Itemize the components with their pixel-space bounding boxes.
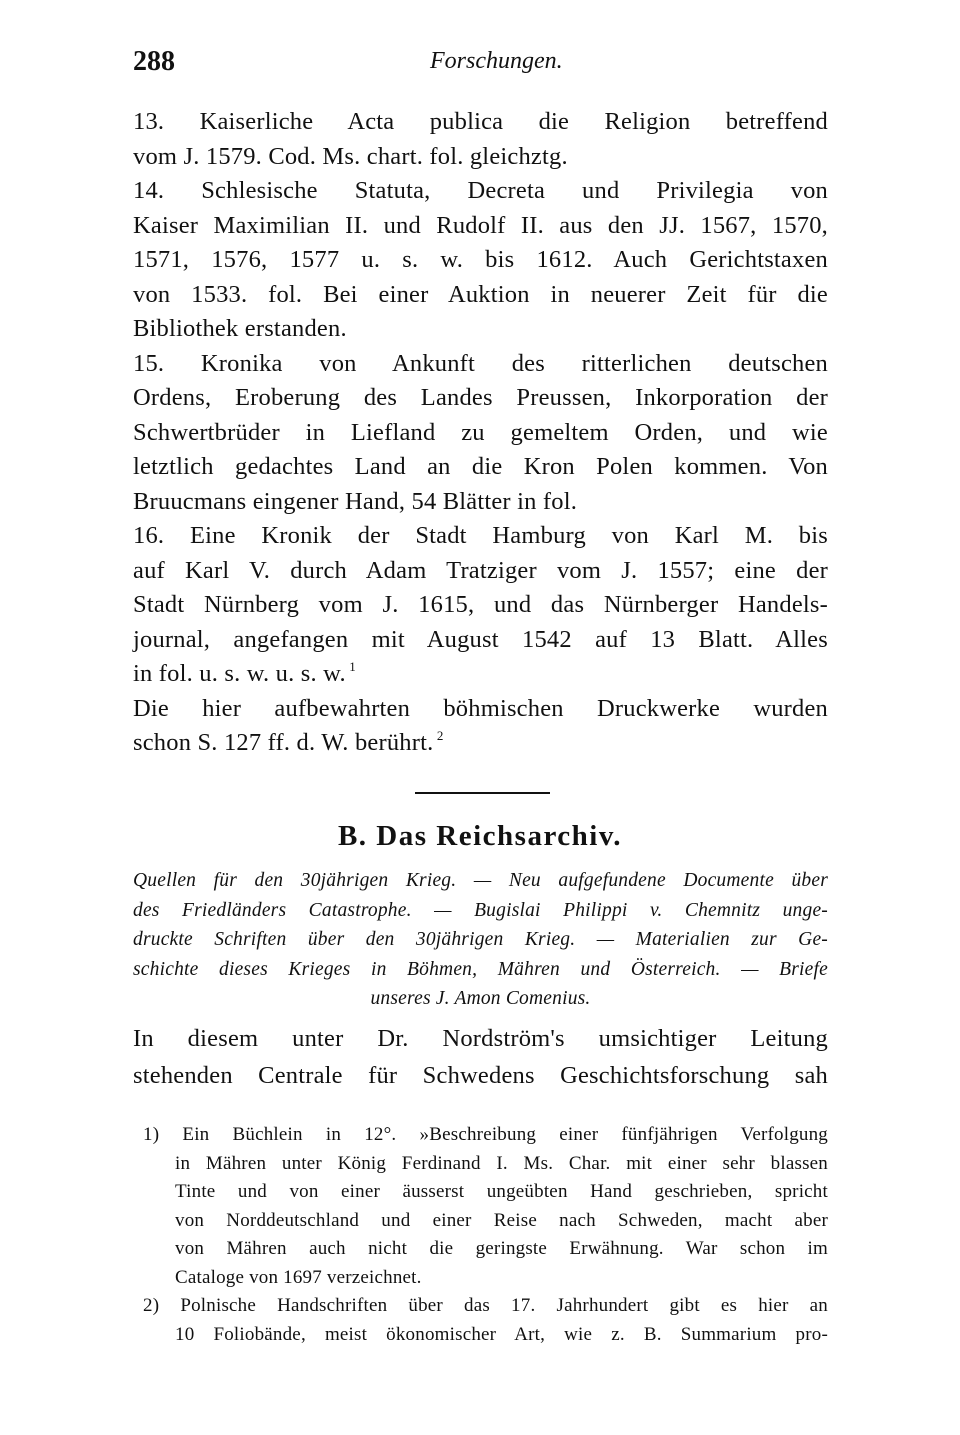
text-line (133, 419, 828, 447)
text-line (133, 143, 828, 171)
footnote-line-text: 1) Ein Büchlein in 12°. »Beschreibung einer fünfjährigen Verfolgung (143, 1124, 828, 1145)
text-line-text: von 1533. fol. Bei einer Auktion in neuerer Zeit für die (133, 280, 828, 308)
summary-line (133, 959, 828, 981)
text-line (133, 350, 828, 378)
text-line (133, 453, 828, 481)
text-line (133, 281, 828, 309)
summary-line-text: Quellen für den 30jährigen Krieg. — Neu aufgefundene Documente über (133, 870, 828, 891)
running-title: Forschungen. (430, 48, 563, 74)
summary-line (133, 870, 828, 892)
text-line-text: letztlich gedachtes Land an die Kron Polen kommen. Von (133, 453, 828, 480)
text-line-text: auf Karl V. durch Adam Tratziger vom J. 1557; eine der (133, 556, 828, 584)
summary-line (133, 900, 828, 922)
text-line-text: Bibliothek erstanden. (133, 315, 347, 342)
text-line (133, 557, 828, 585)
text-line (133, 660, 828, 688)
footnote-line (143, 1124, 828, 1146)
text-line (133, 1062, 828, 1090)
section-divider (415, 792, 550, 794)
footnote-line (175, 1324, 828, 1346)
footnote-line (175, 1267, 828, 1289)
text-line (133, 729, 828, 757)
text-line-text: 13. Kaiserliche Acta publica die Religion betreffend (133, 108, 828, 135)
text-line (133, 695, 828, 723)
footnote-line-text: von Mähren auch nicht die geringste Erwähnung. War schon im (175, 1238, 828, 1259)
text-line-text: Die hier aufbewahrten böhmischen Druckwerke wurden (133, 694, 828, 722)
summary-line-text: schichte dieses Krieges in Böhmen, Mähren und Österreich. — Briefe (133, 958, 828, 980)
text-line-text: Bruucmans eingener Hand, 54 Blätter in fol. (133, 487, 578, 515)
footnote-line-text: Tinte und von einer äusserst ungeübten Hand geschrieben, spricht (175, 1181, 828, 1202)
text-line (133, 212, 828, 240)
text-line (133, 522, 828, 550)
footnote-line (175, 1210, 828, 1232)
footnote-marker: 2 (433, 728, 444, 743)
footnote-line-text: 10 Foliobände, meist ökonomischer Art, wie z. B. Summarium pro- (175, 1323, 828, 1345)
text-line-text: 16. Eine Kronik der Stadt Hamburg von Karl M. bis (133, 522, 828, 549)
text-line-text: stehenden Centrale für Schwedens Geschichtsforschung sah (133, 1062, 828, 1089)
text-line-text: Stadt Nürnberg vom J. 1615, und das Nürnberger Handels- (133, 591, 828, 618)
footnote-line-text: in Mähren unter König Ferdinand I. Ms. Char. mit einer sehr blassen (175, 1152, 828, 1174)
footnote-line (175, 1181, 828, 1203)
text-line (133, 315, 828, 343)
page-number: 288 (133, 46, 175, 77)
text-line-text: Ordens, Eroberung des Landes Preussen, Inkorporation der (133, 384, 828, 411)
text-line (133, 626, 828, 654)
footnote-line-text: Cataloge von 1697 verzeichnet. (175, 1266, 422, 1288)
text-line-text: in fol. u. s. w. u. s. w. (133, 660, 346, 687)
text-line-text: schon S. 127 ff. d. W. berührt. (133, 729, 434, 756)
text-line-text: 14. Schlesische Statuta, Decreta und Privilegia von (133, 177, 828, 204)
footnote-line (175, 1153, 828, 1175)
text-line-text: 15. Kronika von Ankunft des ritterlichen deutschen (133, 349, 828, 377)
summary-line-text: unseres J. Amon Comenius. (370, 988, 591, 1009)
text-line-text: Schwertbrüder in Liefland zu gemeltem Orden, und wie (133, 418, 828, 446)
footnote-line (143, 1295, 828, 1317)
text-line (133, 384, 828, 412)
text-line-text: 1571, 1576, 1577 u. s. w. bis 1612. Auch Gerichtstaxen (133, 246, 828, 273)
footnote-line-text: 2) Polnische Handschriften über das 17. Jahrhundert gibt es hier an (143, 1295, 828, 1316)
footnote-marker: 1 (345, 659, 356, 674)
text-line-text: journal, angefangen mit August 1542 auf 13 Blatt. Alles (133, 625, 828, 653)
section-heading: B. Das Reichsarchiv. (337, 820, 623, 852)
text-line (133, 177, 828, 205)
text-line-text: vom J. 1579. Cod. Ms. chart. fol. gleichztg. (133, 142, 568, 170)
summary-line-text: des Friedländers Catastrophe. — Bugislai Philippi v. Chemnitz unge- (133, 899, 828, 921)
footnote-line (175, 1238, 828, 1260)
text-line-text: Kaiser Maximilian II. und Rudolf II. aus den JJ. 1567, 1570, (133, 211, 828, 239)
summary-line (133, 929, 828, 951)
summary-line-text: druckte Schriften über den 30jährigen Krieg. — Materialien zur Ge- (133, 929, 828, 950)
text-line (133, 488, 828, 516)
text-line (133, 108, 828, 136)
text-line (133, 1025, 828, 1053)
footnote-line-text: von Norddeutschland und einer Reise nach Schweden, macht aber (175, 1209, 828, 1231)
summary-line (133, 988, 828, 1010)
text-line (133, 591, 828, 619)
text-line (133, 246, 828, 274)
text-line-text: In diesem unter Dr. Nordström's umsichtiger Leitung (133, 1025, 828, 1052)
